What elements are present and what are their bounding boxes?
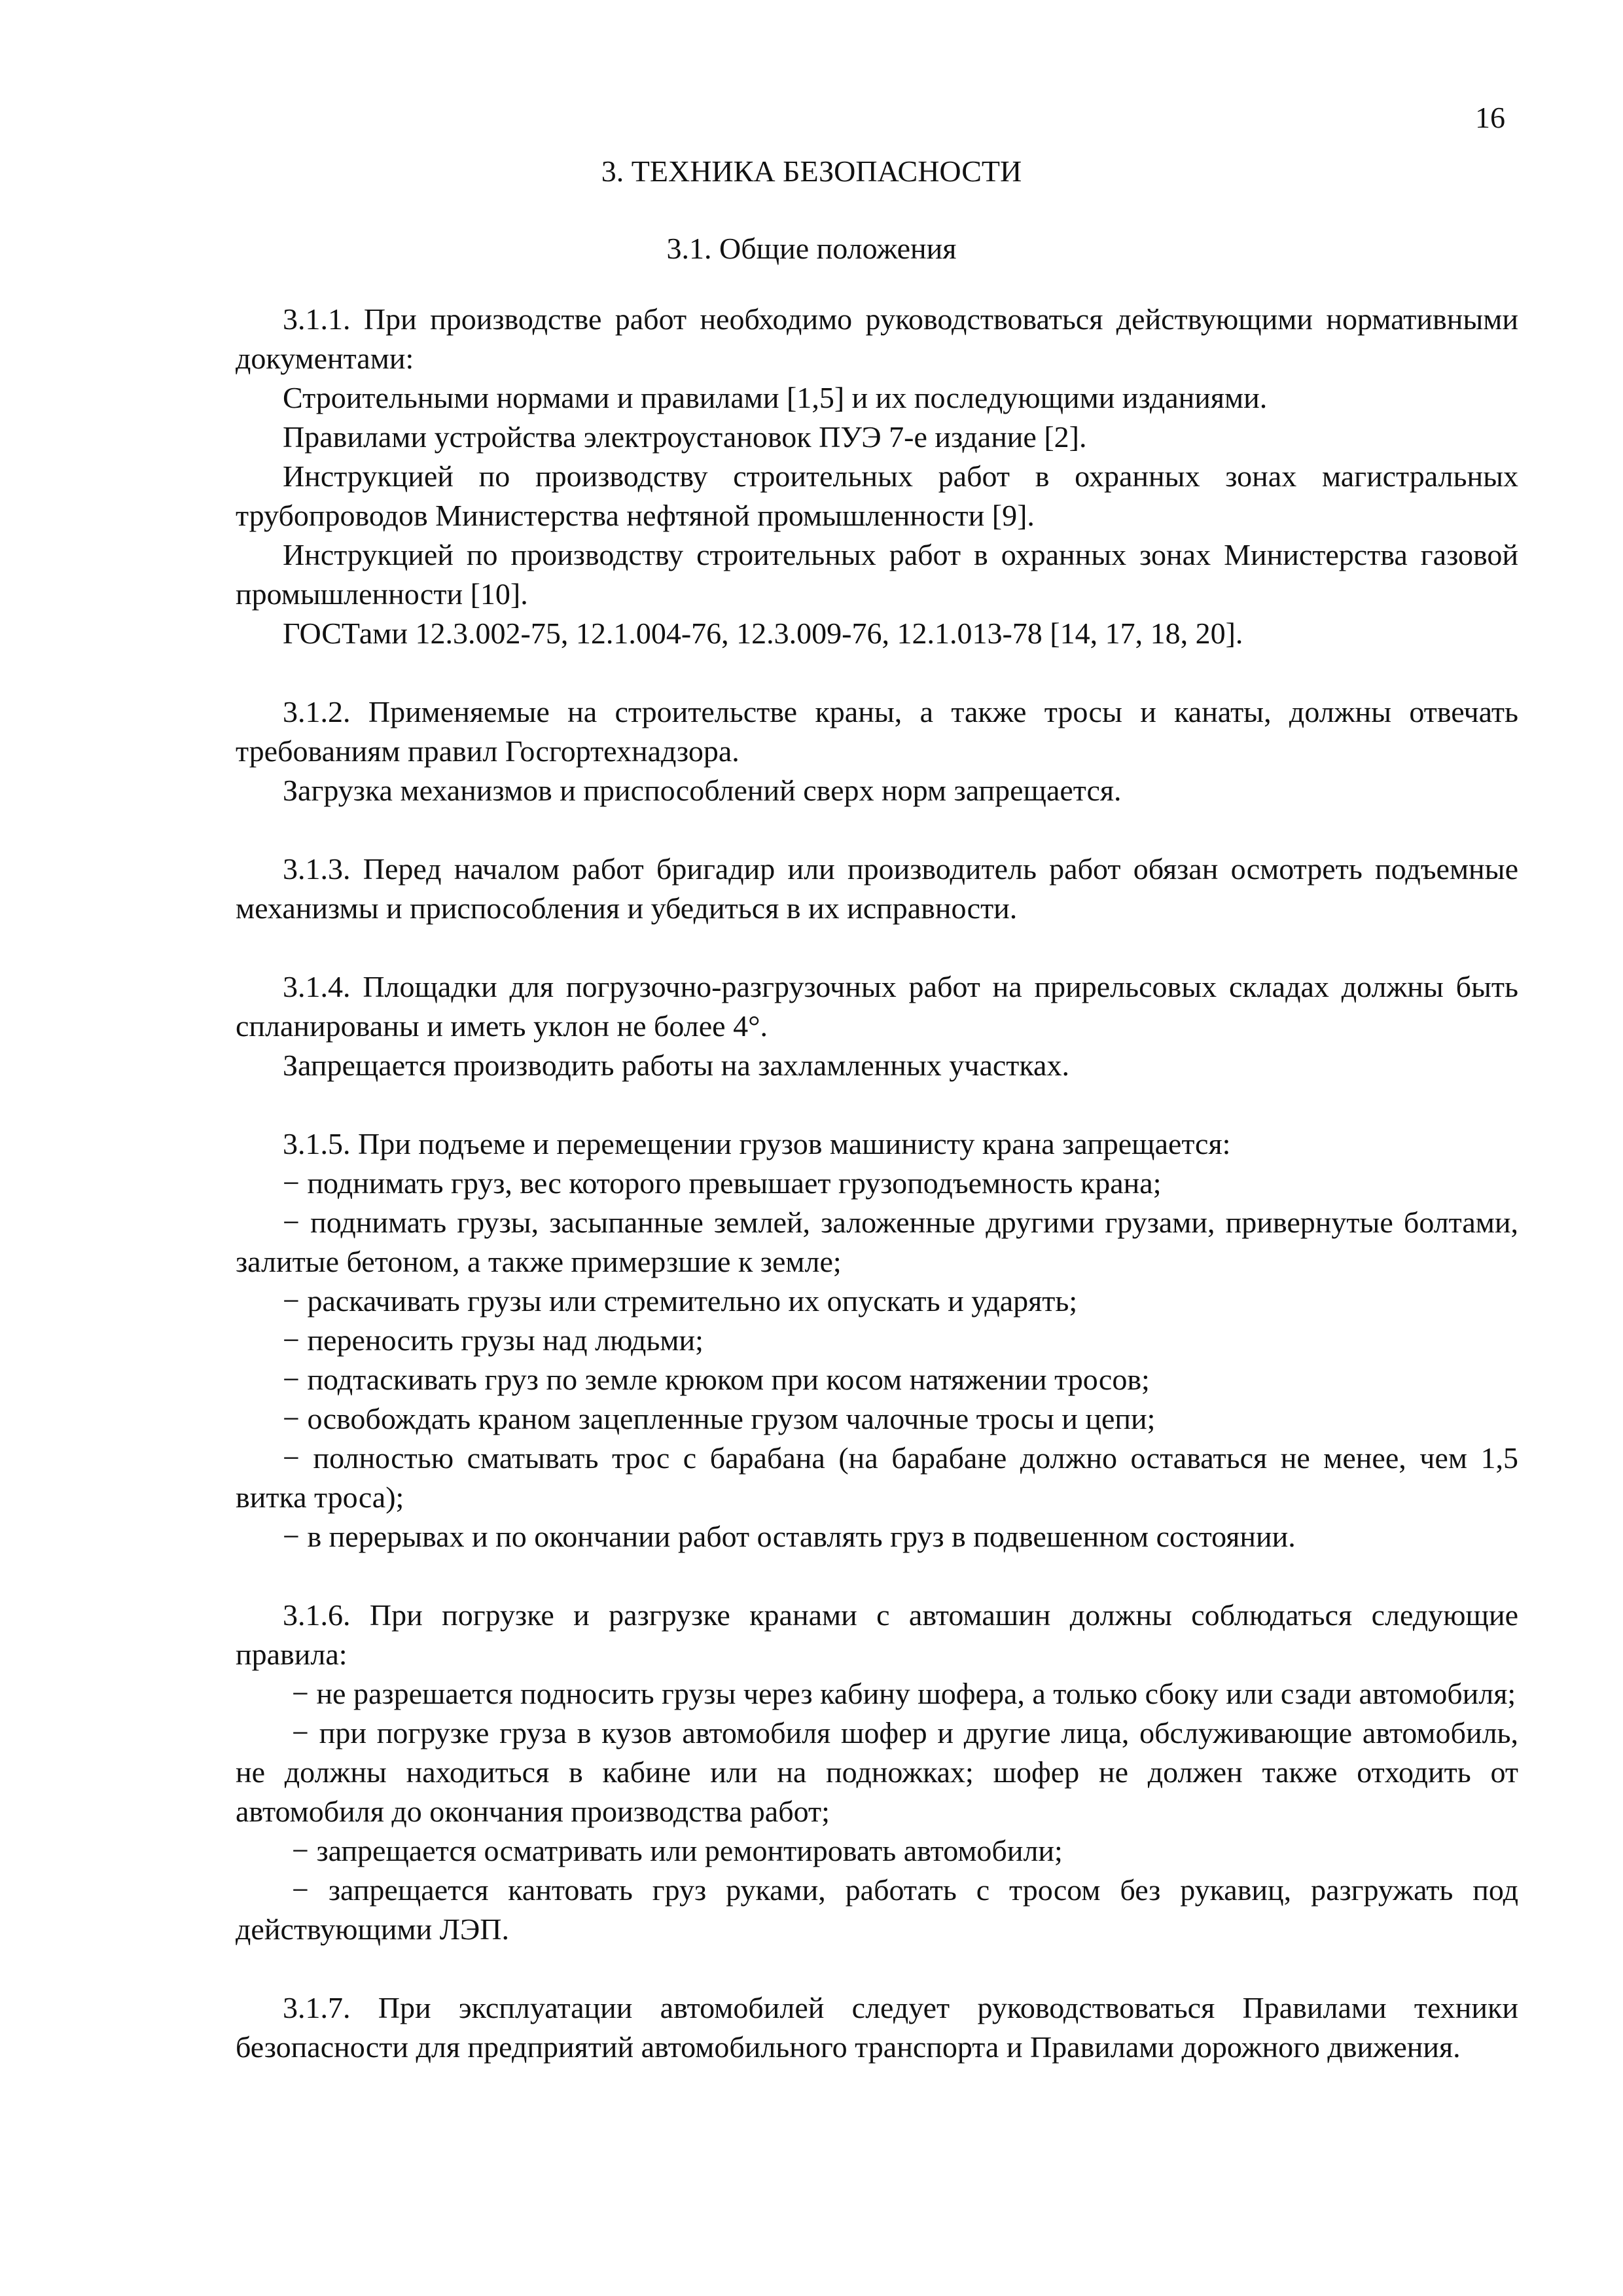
page-number: 16: [1475, 101, 1505, 134]
paragraph-3-1-1: 3.1.1. При производстве работ необходимо руководствоваться действующими нормативными документами:: [236, 302, 1518, 375]
paragraph: Запрещается производить работы на захламленных участках.: [283, 1049, 1069, 1082]
paragraph-3-1-4: 3.1.4. Площадки для погрузочно-разгрузочных работ на прирельсовых складах должны быть спланированы и иметь уклон не более 4°.: [236, 970, 1518, 1043]
list-item: − в перерывах и по окончании работ оставлять груз в подвешенном состоянии.: [283, 1520, 1296, 1553]
list-item: − поднимать грузы, засыпанные землей, заложенные другими грузами, привернутые болтами, залитые бетоном, а также примерзшие к земле;: [236, 1206, 1518, 1278]
paragraph: Инструкцией по производству строительных работ в охранных зонах магистральных трубопроводов Министерства нефтяной промышленности [9].: [236, 459, 1518, 532]
paragraph: Загрузка механизмов и приспособлений сверх норм запрещается.: [283, 774, 1122, 807]
list-item: − при погрузке груза в кузов автомобиля шофер и другие лица, обслуживающие автомобиль, не должны находиться в кабине или на подножках; шофер не должен также отходить от автомобиля до окончания производства работ;: [236, 1716, 1518, 1828]
paragraph-3-1-7: 3.1.7. При эксплуатации автомобилей следует руководствоваться Правилами техники безопасности для предприятий автомобильного транспорта и Правилами дорожного движения.: [236, 1991, 1518, 2064]
paragraph: ГОСТами 12.3.002-75, 12.1.004-76, 12.3.009-76, 12.1.013-78 [14, 17, 18, 20].: [283, 617, 1243, 650]
list-item: − запрещается кантовать груз руками, работать с тросом без рукавиц, разгружать под действующими ЛЭП.: [236, 1873, 1518, 1946]
list-item: − освобождать краном зацепленные грузом чалочные тросы и цепи;: [283, 1402, 1156, 1435]
paragraph-3-1-2: 3.1.2. Применяемые на строительстве краны, а также тросы и канаты, должны отвечать требованиям правил Госгортехнадзора.: [236, 695, 1518, 768]
paragraph-3-1-6: 3.1.6. При погрузке и разгрузке кранами с автомашин должны соблюдаться следующие правила:: [236, 1598, 1518, 1671]
section-title: 3. ТЕХНИКА БЕЗОПАСНОСТИ: [601, 154, 1022, 188]
paragraph: Строительными нормами и правилами [1,5] и их последующими изданиями.: [283, 381, 1268, 414]
section-subtitle: 3.1. Общие положения: [666, 232, 957, 265]
list-item: − раскачивать грузы или стремительно их опускать и ударять;: [283, 1284, 1078, 1318]
paragraph: Инструкцией по производству строительных работ в охранных зонах Министерства газовой промышленности [10].: [236, 538, 1518, 611]
list-item: − не разрешается подносить грузы через кабину шофера, а только сбоку или сзади автомобиля;: [292, 1677, 1516, 1710]
list-item: − подтаскивать груз по земле крюком при косом натяжении тросов;: [283, 1363, 1150, 1396]
document-body: [236, 300, 1518, 2067]
list-item: − полностью сматывать трос с барабана (на барабане должно оставаться не менее, чем 1,5 витка троса);: [236, 1441, 1518, 1514]
paragraph-3-1-5: 3.1.5. При подъеме и перемещении грузов машинисту крана запрещается:: [283, 1127, 1231, 1160]
list-item: − поднимать груз, вес которого превышает грузоподъемность крана;: [283, 1166, 1162, 1200]
list-item: − переносить грузы над людьми;: [283, 1323, 704, 1357]
paragraph: Правилами устройства электроустановок ПУЭ 7-е издание [2].: [283, 420, 1087, 454]
list-item: − запрещается осматривать или ремонтировать автомобили;: [292, 1834, 1063, 1867]
paragraph-3-1-3: 3.1.3. Перед началом работ бригадир или производитель работ обязан осмотреть подъемные механизмы и приспособления и убедиться в их исправности.: [236, 852, 1518, 925]
